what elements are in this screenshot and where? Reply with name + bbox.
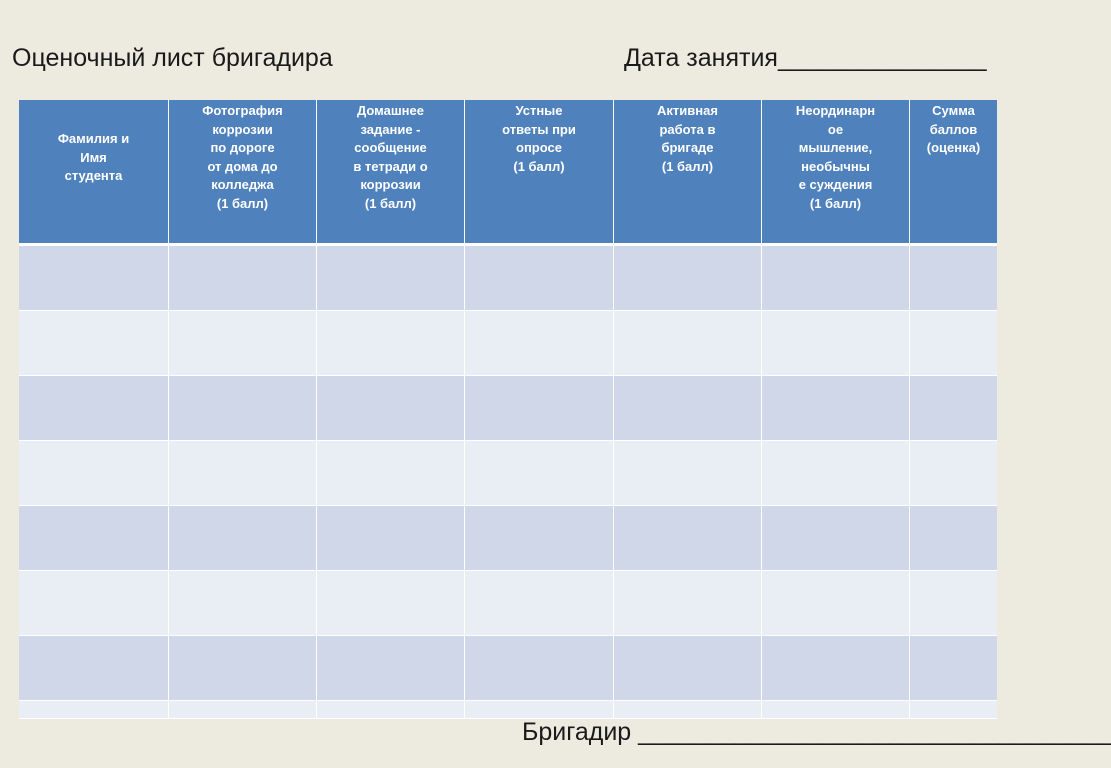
table-row (19, 441, 997, 506)
column-header-oral-answers: Устные ответы при опросе (1 балл) (465, 100, 614, 245)
table-cell[interactable] (19, 636, 169, 701)
table-cell[interactable] (762, 441, 910, 506)
table-cell[interactable] (317, 311, 465, 376)
table-cell[interactable] (169, 376, 317, 441)
column-header-unusual-thinking: Неординарн ое мышление, необычны е суждения (1 балл) (762, 100, 910, 245)
column-header-active-work: Активная работа в бригаде (1 балл) (614, 100, 762, 245)
table-cell[interactable] (19, 506, 169, 571)
table-cell[interactable] (169, 701, 317, 719)
table-cell[interactable] (317, 636, 465, 701)
table-cell[interactable] (317, 701, 465, 719)
table-cell[interactable] (762, 311, 910, 376)
table-row (19, 245, 997, 311)
table-cell[interactable] (465, 245, 614, 311)
column-header-corrosion-photo: Фотография коррозии по дороге от дома до колледжа (1 балл) (169, 100, 317, 245)
table-cell[interactable] (762, 376, 910, 441)
table-cell[interactable] (465, 376, 614, 441)
table-cell[interactable] (169, 506, 317, 571)
table-cell[interactable] (910, 506, 998, 571)
table-cell[interactable] (762, 245, 910, 311)
table-cell[interactable] (317, 506, 465, 571)
table-row (19, 571, 997, 636)
table-cell[interactable] (910, 636, 998, 701)
table-cell[interactable] (910, 376, 998, 441)
table-cell[interactable] (169, 571, 317, 636)
column-header-homework: Домашнее задание - сообщение в тетради о коррозии (1 балл) (317, 100, 465, 245)
table-cell[interactable] (910, 441, 998, 506)
table-cell[interactable] (614, 245, 762, 311)
table-cell[interactable] (169, 311, 317, 376)
table-row (19, 376, 997, 441)
table-cell[interactable] (169, 441, 317, 506)
table-cell[interactable] (465, 636, 614, 701)
table-cell[interactable] (169, 636, 317, 701)
table-cell[interactable] (317, 441, 465, 506)
table-cell[interactable] (465, 571, 614, 636)
table-cell[interactable] (614, 636, 762, 701)
table-cell[interactable] (614, 441, 762, 506)
column-header-student-name: Фамилия и Имя студента (19, 100, 169, 245)
table-cell[interactable] (317, 245, 465, 311)
table-cell[interactable] (19, 376, 169, 441)
table-cell[interactable] (465, 311, 614, 376)
table-row (19, 311, 997, 376)
table-cell[interactable] (19, 311, 169, 376)
table-row (19, 636, 997, 701)
table-cell[interactable] (910, 311, 998, 376)
table-cell[interactable] (465, 441, 614, 506)
grade-table (19, 100, 997, 719)
table-cell[interactable] (910, 571, 998, 636)
table-cell[interactable] (614, 376, 762, 441)
table-cell[interactable] (19, 571, 169, 636)
sheet-title: Оценочный лист бригадира (12, 44, 333, 72)
table-cell[interactable] (19, 245, 169, 311)
brigadier-signature-field: Бригадир __________________________________ (522, 718, 1111, 746)
table-cell[interactable] (614, 311, 762, 376)
table-cell[interactable] (762, 506, 910, 571)
table-cell[interactable] (19, 441, 169, 506)
table-cell[interactable] (762, 636, 910, 701)
table-cell[interactable] (614, 506, 762, 571)
table-cell[interactable] (19, 701, 169, 719)
table-cell[interactable] (465, 506, 614, 571)
column-header-total-score: Сумма баллов (оценка) (910, 100, 998, 245)
table-cell[interactable] (910, 245, 998, 311)
table-cell[interactable] (169, 245, 317, 311)
table-cell[interactable] (614, 571, 762, 636)
table-row (19, 506, 997, 571)
table-cell[interactable] (762, 571, 910, 636)
lesson-date-field: Дата занятия_______________ (624, 44, 987, 72)
table-cell[interactable] (317, 571, 465, 636)
table-header-row (19, 100, 997, 245)
table-cell[interactable] (317, 376, 465, 441)
